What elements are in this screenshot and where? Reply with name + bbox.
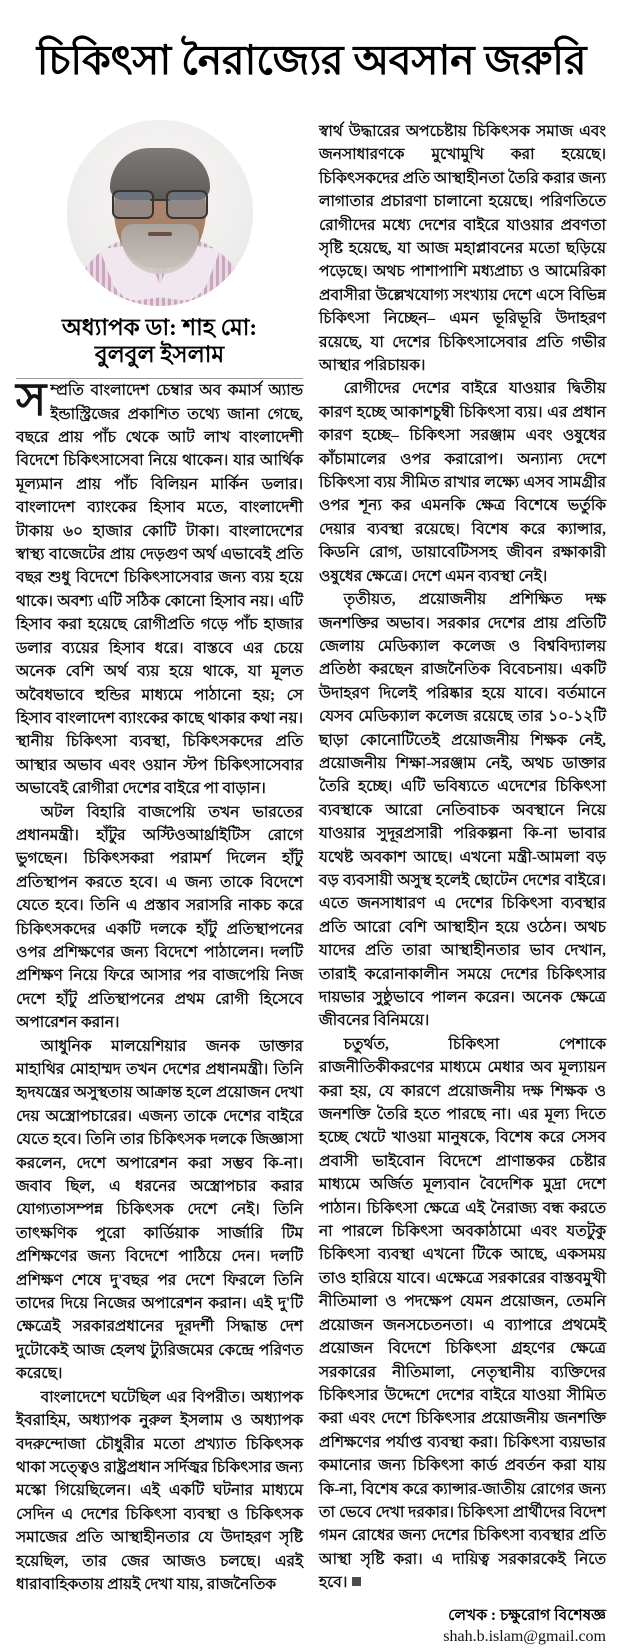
glasses-lens-left (112, 190, 154, 219)
paragraph: রোগীদের দেশের বাইরে যাওয়ার দ্বিতীয় কারণ হচ্ছে আকাশচুম্বী চিকিৎসা ব্যয়। এর প্রধান কারণ হচ্ছে– চিকিৎসা সরঞ্জাম এবং ওষুধের কাঁচামালের ওপর করারোপ। অন্যান্য দেশে চিকিৎসা ব্যয় সীমিত রাখার লক্ষ্যে এসব সামগ্রীর ওপর শূন্য কর এমনকি ক্ষেত্র বিশেষে ভর্তুকি দেয়ার ব্যবস্থা রয়েছে। বিশেষ করে ক্যান্সার, কিডনি রোগ, ডায়াবেটিসসহ জীবন রক্ষাকারী ওষুধের ক্ষেত্রে। দেশে এমন ব্যবস্থা নেই। (319, 380, 606, 585)
author-name (16, 314, 303, 368)
portrait-mouth (148, 232, 172, 236)
paragraph-text: চতুর্থত, চিকিৎসা পেশাকে রাজনীতিকীকরণের মাধ্যমে মেধার অব মূল্যায়ন করা হয়, যে কারণে প্রয়োজনীয় দক্ষ শিক্ষক ও জনশক্তি তৈরি হতে পারছে না। এর মূল্য দিতে হচ্ছে খেটে খাওয়া মানুষকে, বিশেষ করে সেসব প্রবাসী ভাইবোন বিদেশে প্রাণান্তকর চেষ্টার মাধ্যমে অর্জিত মূল্যবান বৈদেশিক মুদ্রা দেশে পাঠান। চিকিৎসা ক্ষেত্রে এই নৈরাজ্য বন্ধ করতে না পারলে চিকিৎসা অবকাঠামো এবং যতটুকু চিকিৎসা ব্যবস্থা এখনো টিকে আছে, একসময় তাও হারিয়ে যাবে। এক্ষেত্রে সরকারের বাস্তবমুখী নীতিমালা ও পদক্ষেপ যেমন প্রয়োজন, তেমনি প্রয়োজন জনসচেতনতা। এ ব্যাপারে প্রথমেই প্রয়োজন বিদেশে চিকিৎসা গ্রহণের ক্ষেত্রে সরকারের নীতিমালা, নেতৃস্থানীয় ব্যক্তিদের চিকিৎসার উদ্দেশে দেশের বাইরে যাওয়া সীমিত করা এবং দেশে চিকিৎসার প্রয়োজনীয় জনশক্তি প্রশিক্ষণের পর্যাপ্ত ব্যবস্থা করা। চিকিৎসা ব্যয়ভার কমানোর জন্য চিকিৎসা কার্ড প্রবর্তন করা যায় কি-না, বিশেষ করে ক্যান্সার-জাতীয় রোগের জন্য তা ভেবে দেখা দরকার। চিকিৎসা প্রার্থীদের বিদেশ গমন রোধের জন্য দেশের চিকিৎসা ব্যবস্থার প্রতি আস্থা সৃষ্টি করা। এ দায়িত্ব সরকারকেই নিতে হবে। (319, 1035, 606, 1592)
glasses-lens-right (166, 190, 208, 219)
author-portrait (67, 120, 253, 306)
newspaper-article-page (0, 27, 623, 1646)
byline-role: লেখক : চক্ষুরোগ বিশেষজ্ঞ (448, 1606, 606, 1624)
byline-email: shah.b.islam@gmail.com (443, 1628, 606, 1646)
end-of-article-mark (352, 1577, 361, 1586)
paragraph: আধুনিক মালয়েশিয়ার জনক ডাক্তার মাহাথির মোহাম্মদ তখন দেশের প্রধানমন্ত্রী। তিনি হৃদযন্ত্রের অসুস্থতায় আক্রান্ত হলে প্রয়োজন দেখা দেয় অস্ত্রোপচারের। এজন্য তাকে দেশের বাইরে যেতে হবে। তিনি তার চিকিৎসক দলকে জিজ্ঞাসা করলেন, দেশে অপারেশন করা সম্ভব কি-না। জবাব ছিল, এ ধরনের অস্ত্রোপচার করার যোগ্যতাসম্পন্ন চিকিৎসক দেশে নেই। তিনি তাৎক্ষণিক পুরো কার্ডিয়াক সার্জারি টিম প্রশিক্ষণের জন্য বিদেশে পাঠিয়ে দেন। দলটি প্রশিক্ষণ শেষে দু'বছর পর দেশে ফিরলে তিনি তাদের দিয়ে নিজের অপারেশন করান। এই দু'টি ক্ষেত্রেই সরকারপ্রধানের দূরদর্শী সিদ্ধান্ত দেশ দুটোকেই আজ হেলথ ট্যুরিজমের কেন্দ্রে পরিণত করেছে। (16, 1037, 303, 1383)
portrait-glasses (112, 190, 208, 216)
right-column (319, 120, 606, 1649)
author-name-line-2: বুলবুল ইসলাম (94, 342, 225, 368)
byline (319, 1605, 606, 1649)
left-column (16, 120, 303, 1596)
paragraph: বাংলাদেশে ঘটেছিল এর বিপরীত। অধ্যাপক ইবরাহিম, অধ্যাপক নুরুল ইসলাম ও অধ্যাপক বদরুন্দোজা চৌধুরীর মতো প্রখ্যাত চিকিৎসক থাকা সত্ত্বেও রাষ্ট্রপ্রধান সর্দিজ্বর চিকিৎসার জন্য মস্কো গিয়েছিলেন। এই একটি ঘটনার মাধ্যমে সেদিন এ দেশের চিকিৎসা ব্যবস্থা ও চিকিৎসক সমাজের প্রতি আস্থাহীনতার যে উদাহরণ সৃষ্টি হয়েছিল, তার জের আজও চলছে। এরই ধারাবাহিকতায় প্রায়ই দেখা যায়, রাজনৈতিক (16, 1388, 303, 1593)
author-block (16, 120, 303, 379)
paragraph: স্বার্থ উদ্ধারের অপচেষ্টায় চিকিৎসক সমাজ এবং জনসাধারণকে মুখোমুখি করা হয়েছে। চিকিৎসকদের প্রতি আস্থাহীনতা তৈরি করার জন্য লাগাতার প্রচারণা চালানো হয়েছে। পরিণতিতে রোগীদের মধ্যে দেশের বাইরে যাওয়ার প্রবণতা সৃষ্টি হয়েছে, যা আজ মহাপ্লাবনের মতো ছড়িয়ে পড়েছে। অথচ পাশাপাশি মধ্যপ্রাচ্য ও আমেরিকা প্রবাসীরা উল্লেখযোগ্য সংখ্যায় দেশে এসে বিভিন্ন চিকিৎসা নিচ্ছেন– এমন ভূরিভূরি উদাহরণ রয়েছে, যা দেশের চিকিৎসাসেবার প্রতি গভীর আস্থার পরিচায়ক। (319, 122, 606, 375)
paragraph: তৃতীয়ত, প্রয়োজনীয় প্রশিক্ষিত দক্ষ জনশক্তির অভাব। সরকার দেশের প্রায় প্রতিটি জেলায় মেডিক্যাল কলেজ ও বিশ্ববিদ্যালয় প্রতিষ্ঠা করছেন রাজনৈতিক বিবেচনায়। একটি উদাহরণ দিলেই পরিষ্কার হয়ে যাবে। বর্তমানে যেসব মেডিক্যাল কলেজ রয়েছে তার ১০-১২টি ছাড়া কোনোটিতেই প্রয়োজনীয় শিক্ষক নেই, প্রয়োজনীয় শিক্ষা-সরঞ্জাম নেই, অথচ ডাক্তার তৈরি হচ্ছে। এটি ভবিষ্যতে এদেশের চিকিৎসা ব্যবস্থাকে আরো নেতিবাচক অবস্থানে নিয়ে যাওয়ার সুদূরপ্রসারী পরিকল্পনা কি-না ভাবার যথেষ্ট অবকাশ আছে। এখনো মন্ত্রী-আমলা বড় বড় ব্যবসায়ী অসুস্থ হলেই ছোটেন দেশের বাইরে। এতে জনসাধারণ এ দেশের চিকিৎসা ব্যবস্থার প্রতি আরো বেশি আস্থাহীন হয়ে ওঠেন। অথচ যাদের প্রতি তারা আস্থাহীনতার ভাব দেখান, তারাই করোনাকালীন সময়ে দেশের চিকিৎসার দায়ভার সুষ্ঠুভাবে পালন করেন। অনেক ক্ষেত্রে জীবনের বিনিময়ে। (319, 591, 606, 1030)
paragraph: সম্প্রতি বাংলাদেশ চেম্বার অব কমার্স অ্যান্ড ইন্ডাস্ট্রিজের প্রকাশিত তথ্যে জানা গেছে, বছরে প্রায় পাঁচ থেকে আট লাখ বাংলাদেশী বিদেশে চিকিৎসাসেবা নিয়ে থাকেন। যার আর্থিক মূল্যমান প্রায় পাঁচ বিলিয়ন মার্কিন ডলার। বাংলাদেশ ব্যাংকের হিসাব মতে, বাংলাদেশী টাকায় ৬০ হাজার কোটি টাকা। বাংলাদেশের স্বাস্থ্য বাজেটের প্রায় দেড়গুণ অর্থ এভাবেই প্রতি বছর শুধু বিদেশে চিকিৎসাসেবার জন্য ব্যয় হয়ে থাকে। অবশ্য এটি সঠিক কোনো হিসাব নয়। এটি হিসাব করা হয়েছে রোগীপ্রতি গড়ে পাঁচ হাজার ডলার ব্যয়ের হিসাব ধরে। বাস্তবে এর চেয়ে অনেক বেশি অর্থ ব্যয় হয়ে থাকে, যা মূলত অবৈধভাবে হুন্ডির মাধ্যমে পাঠানো হয়; সে হিসাব বাংলাদেশ ব্যাংকের কাছে থাকার কথা নয়। স্থানীয় চিকিৎসা ব্যবস্থা, চিকিৎসকদের প্রতি আস্থার অভাব এবং ওয়ান স্টপ চিকিৎসাসেবার অভাবেই রোগীরা দেশের বাইরে পা বাড়ান। (16, 374, 303, 798)
paragraph: অটল বিহারি বাজপেয়ি তখন ভারতের প্রধানমন্ত্রী। হাঁটুর অস্টিওআর্থ্রাইটিস রোগে ভুগছেন। চিকিৎসকরা পরামর্শ দিলেন হাঁটু প্রতিস্থাপন করতে হবে। এ জন্য তাকে বিদেশে যেতে হবে। তিনি এ প্রস্তাব সরাসরি নাকচ করে চিকিৎসকদের একটি দলকে হাঁটু প্রতিস্থাপনের ওপর প্রশিক্ষণের জন্য বিদেশে পাঠালেন। দলটি প্রশিক্ষণ নিয়ে ফিরে আসার পর বাজপেয়ি নিজ দেশে হাঁটু প্রতিস্থাপনের প্রথম রোগী হিসেবে অপারেশন করান। (16, 803, 303, 1032)
article-columns (16, 114, 607, 1649)
right-column-body (319, 120, 606, 1595)
author-name-line-1: অধ্যাপক ডা: শাহ মো: (61, 314, 258, 340)
page-title: চিকিৎসা নৈরাজ্যের অবসান জরুরি (36, 37, 587, 84)
paragraph-final (319, 1033, 606, 1595)
left-column-body (16, 374, 303, 1596)
